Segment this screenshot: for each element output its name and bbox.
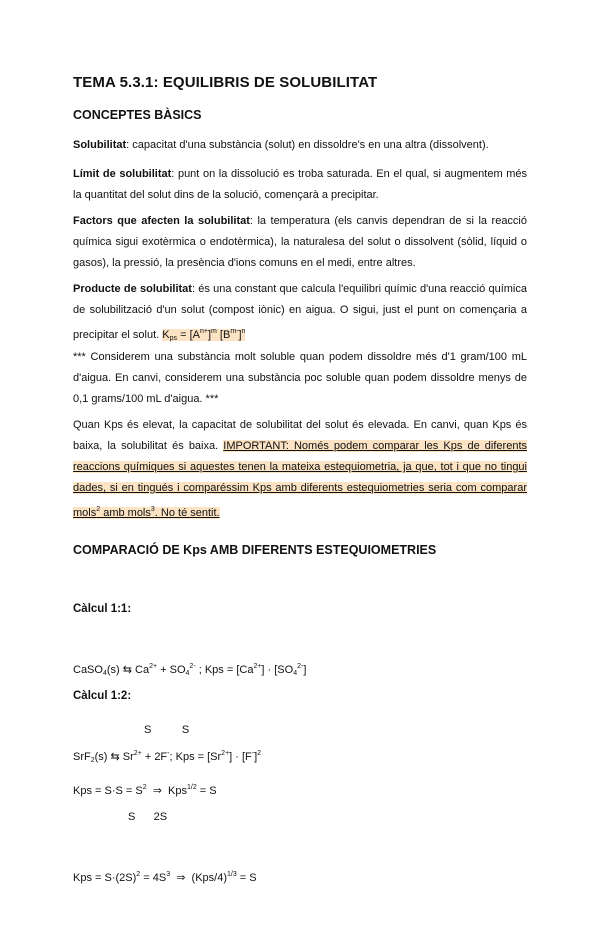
- calc-1-1-equation: CaSO$_4$(s) ⇆ $Ca^{2+} + SO_4^{2-}$ ; Kps = $[Ca^{2+}] \cdot [SO_4^{2-}]$: [73, 663, 307, 677]
- term-limit: Límit de solubilitat: [73, 168, 172, 180]
- important-note: IMPORTANT: Només podem comparar les Kps de diferents reaccions químiques si aquestes tenen la mateixa estequiometria, ja que, tot i que no tingui dades, si en tingués i comparéssim Kps amb diferents estequiometries seria com comparar mols$^2$ amb mols$^3$. No té sentit.: [73, 440, 527, 519]
- definition-text: : la temperatura (els canvis dependran de si la reacció química sigui exotèrmica o endotèrmica), la naturalesa del solut o dissolvent (sòlid, líquid o gasos), la pressió, la presència d'ions comuns en el medi, entre altres.: [73, 215, 527, 269]
- definition-text: : és una constant que calcula l'equilibri químic d'una reacció química de solubilització d'un solut (compost iònic) en aigua. O sigui, just el punt on començaria a precipitar el solut.: [73, 283, 527, 341]
- calc-1-2: [73, 649, 261, 926]
- calc-1-2-result: Kps = $S\cdot(2S)^2 = 4S^3$ ⇒ $(Kps/4)^{1/3} = S$: [73, 871, 257, 884]
- definition-solubilitat: [73, 135, 527, 156]
- solubility-note: *** Considerem una substància molt soluble quan podem dissoldre més d'1 gram/100 mL d'aigua. En canvi, considerem una substància poc soluble quan podem dissoldre menys de 0,1 grams/100 mL d'aigua. ***: [73, 351, 527, 405]
- kps-formula: $K_{ps} = [A^{n+}]^m$ $[B^{m-}]^n$: [162, 328, 246, 342]
- term-solubilitat: Solubilitat: [73, 139, 127, 151]
- definition-text: : capacitat d'una substància (solut) en dissoldre's en una altra (dissolvent).: [126, 139, 489, 151]
- definition-factors: [73, 211, 527, 274]
- calc-1-1-heading: Càlcul 1:1:: [73, 603, 132, 615]
- page-title: TEMA 5.3.1: EQUILIBRIS DE SOLUBILITAT: [73, 74, 378, 91]
- section-heading-basics: CONCEPTES BÀSICS: [73, 108, 202, 122]
- term-producte: Producte de solubilitat: [73, 283, 192, 295]
- term-factors: Factors que afecten la solubilitat: [73, 215, 250, 227]
- definition-producte: [73, 279, 527, 349]
- definition-limit: [73, 164, 527, 206]
- kps-paragraph: [73, 415, 527, 524]
- section-heading-comparison: COMPARACIÓ DE Kps AMB DIFERENTS ESTEQUIOMETRIES: [73, 543, 437, 557]
- kps-text: Quan Kps és elevat, la capacitat de solubilitat del solut és elevada. En canvi, quan Kps és baixa, la solubilitat és baixa.: [73, 419, 527, 452]
- calc-1-2-concentrations: S 2S: [128, 811, 168, 823]
- calc-1-1-result: Kps = $S\cdot S = S^2$ ⇒ Kps$^{1/2}$ = S: [73, 784, 217, 797]
- calc-1-1-concentrations: S S: [144, 724, 190, 736]
- definition-text: : punt on la dissolució es troba saturada. En el qual, si augmentem més la quantitat del solut dins de la solució, començarà a precipitar.: [73, 168, 528, 201]
- calc-1-2-heading: Càlcul 1:2:: [73, 690, 132, 702]
- calc-1-2-equation: SrF$_2$(s) ⇆ $Sr^{2+} + 2F^-$; Kps = $[Sr^{2+}] \cdot [F^-]^2$: [73, 750, 262, 764]
